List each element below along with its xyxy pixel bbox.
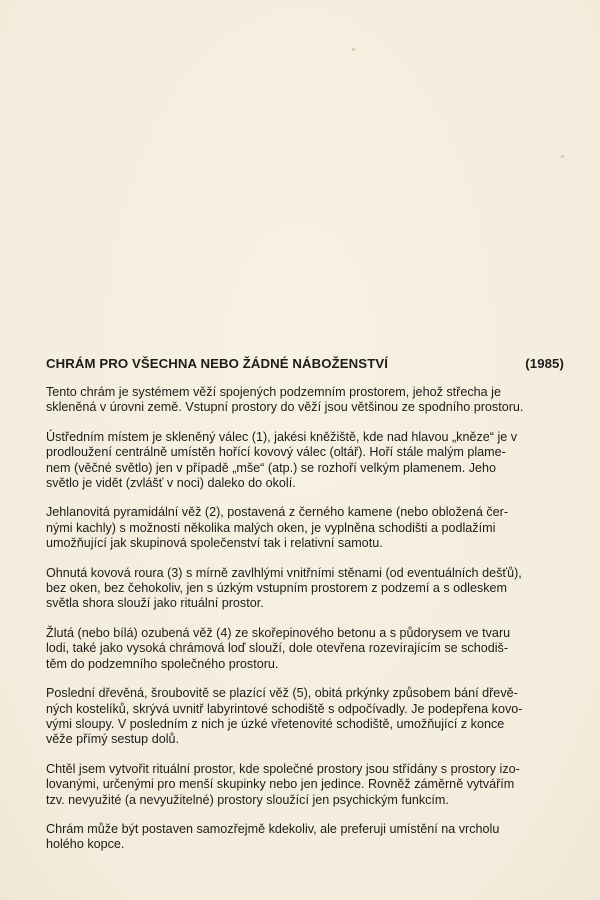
paragraph-4 xyxy=(46,566,566,612)
paragraph-7 xyxy=(46,762,566,808)
document-body xyxy=(46,385,566,867)
paragraph-line: Chrám může být postaven samozřejmě kdekoliv, ale preferuji umístění na vrcholu xyxy=(46,821,500,836)
paper-speck xyxy=(352,48,355,51)
paragraph-line: Chtěl jsem vytvořit rituální prostor, kde společné prostory jsou střídány s prostory izo- xyxy=(46,761,520,776)
document-year: (1985) xyxy=(525,356,564,371)
paragraph-line: tzv. nevyužité (a nevyužitelné) prostory sloužící jen psychickým funkcím. xyxy=(46,792,449,807)
paragraph-line: umožňující jak skupinová společenství tak i relativní samotu. xyxy=(46,536,383,551)
paragraph-line: těm do podzemního společného prostoru. xyxy=(46,656,279,671)
paragraph-line: lodi, také jako vysoká chrámová loď slouží, dole otevřena rozevírajícím se schodiš- xyxy=(46,641,509,656)
paragraph-2 xyxy=(46,430,566,492)
document-title: CHRÁM PRO VŠECHNA NEBO ŽÁDNÉ NÁBOŽENSTVÍ xyxy=(46,356,389,371)
document-header xyxy=(46,356,564,371)
paragraph-line: nými kachly) s možností několika malých oken, je vyplněna schodišti a podlažími xyxy=(46,520,496,535)
paragraph-line: lovanými, určenými pro menší skupinky nebo jen jedince. Rovněž záměrně vytvářím xyxy=(46,777,515,792)
paragraph-line: bez oken, bez čehokoliv, jen s úzkým vstupním prostorem z podzemí a s odleskem xyxy=(46,581,508,596)
paragraph-line: Poslední dřevěná, šroubovitě se plazící věž (5), obitá prkýnky způsobem bání dřevě- xyxy=(46,686,518,701)
paragraph-5 xyxy=(46,626,566,672)
paragraph-line: vými sloupy. V posledním z nich je úzké vřetenovité schodiště, umožňující z konce xyxy=(46,716,505,731)
paragraph-line: Ohnutá kovová roura (3) s mírně zavlhlými vnitřními stěnami (od eventuálních dešťů), xyxy=(46,565,522,580)
paragraph-line: Ústředním místem je skleněný válec (1), jakési kněžiště, kde nad hlavou „kněze“ je v xyxy=(46,429,518,444)
paragraph-line: Tento chrám je systémem věží spojených podzemním prostorem, jehož střecha je xyxy=(46,385,501,399)
paragraph-line: prodloužení centrálně umístěn hořící kovový válec (oltář). Hoří stále malým plame- xyxy=(46,445,506,460)
paragraph-line: Žlutá (nebo bílá) ozubená věž (4) ze skořepinového betonu a s půdorysem ve tvaru xyxy=(46,625,511,640)
paragraph-line: holého kopce. xyxy=(46,837,125,852)
paragraph-1 xyxy=(46,385,566,416)
paragraph-line: skleněná v úrovni země. Vstupní prostory do věží jsou většinou ze spodního prostoru. xyxy=(46,400,524,415)
paragraph-line: Jehlanovitá pyramidální věž (2), postavená z černého kamene (nebo obložená čer- xyxy=(46,505,509,520)
paragraph-line: nem (věčné světlo) jen v případě „mše“ (atp.) se rozhoří velkým plamenem. Jeho xyxy=(46,460,497,475)
paragraph-3 xyxy=(46,505,566,551)
paper-speck xyxy=(561,155,564,158)
paragraph-line: věže přímý sestup dolů. xyxy=(46,732,179,747)
paragraph-6 xyxy=(46,686,566,748)
paragraph-line: světlo je vidět (zvlášť v noci) daleko do okolí. xyxy=(46,476,296,491)
paragraph-line: světla shora slouží jako rituální prostor. xyxy=(46,596,264,611)
paragraph-8 xyxy=(46,822,566,853)
paragraph-line: ných kostelíků, skrývá uvnitř labyrintové schodiště s odpočívadly. Je podepřena kovo- xyxy=(46,701,523,716)
